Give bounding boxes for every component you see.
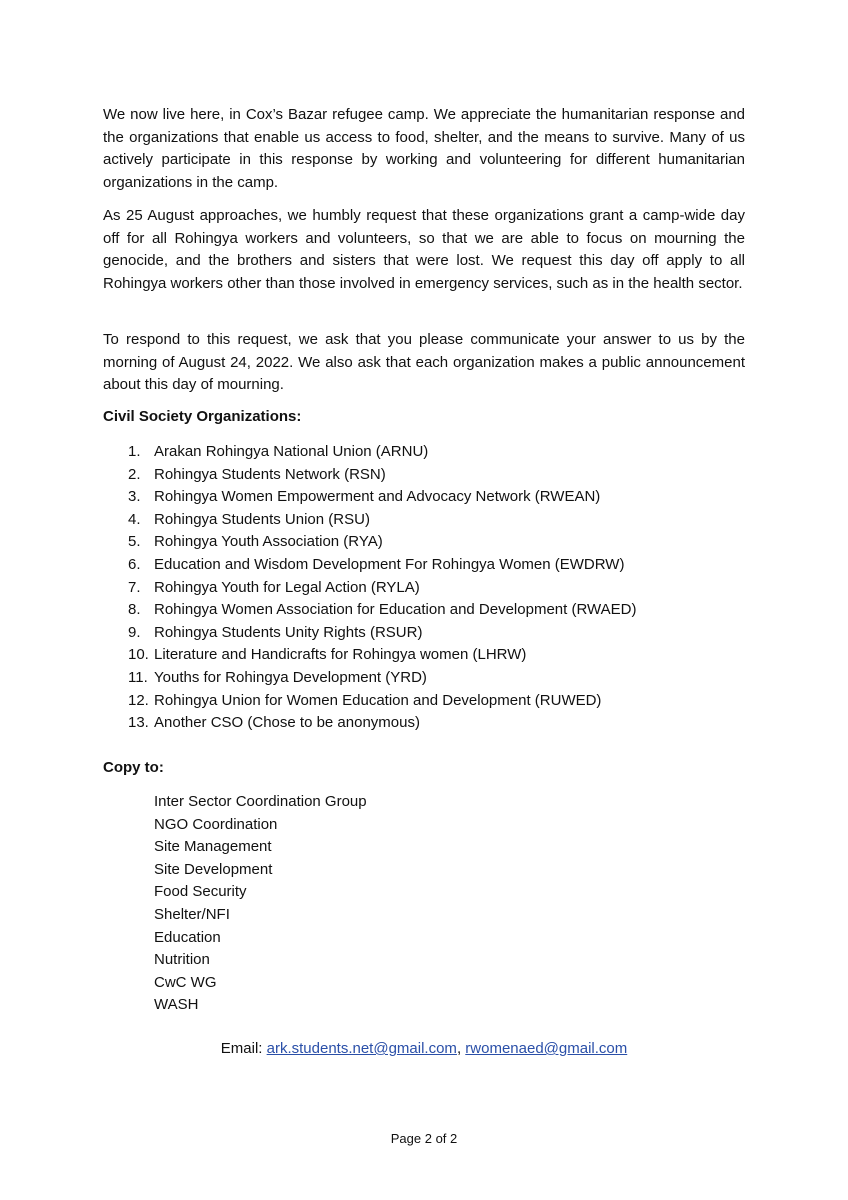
list-item: 11. Youths for Rohingya Development (YRD) bbox=[128, 668, 427, 686]
list-item: 1. Arakan Rohingya National Union (ARNU) bbox=[128, 443, 429, 460]
list-item: Shelter/NFI bbox=[154, 905, 230, 923]
list-item: 10. Literature and Handicrafts for Rohingya women (LHRW) bbox=[128, 646, 527, 664]
list-item: 8. Rohingya Women Association for Education and Development (RWAED) bbox=[128, 601, 637, 619]
list-item: Inter Sector Coordination Group bbox=[154, 793, 367, 810]
list-item: 4. Rohingya Students Union (RSU) bbox=[128, 510, 370, 528]
page-number: Page 2 of 2 bbox=[390, 1131, 458, 1146]
list-item: NGO Coordination bbox=[154, 815, 278, 833]
list-item: 9. Rohingya Students Unity Rights (RSUR) bbox=[128, 623, 423, 641]
paragraph-camp-life: We now live here, in Cox’s Bazar refugee camp. We appreciate the humanitarian response and the organizations that enable us access to food, shelter, and the means to survive. Many of us actively participate in this response by working and volunteering for different humanitarian organizations in the camp. bbox=[103, 106, 745, 191]
cso-heading: Civil Society Organizations: bbox=[103, 408, 302, 425]
email-link-ark-students[interactable]: ark.students.net@gmail.com bbox=[266, 1040, 457, 1057]
list-item: 13. Another CSO (Chose to be anonymous) bbox=[128, 714, 420, 732]
contact-email-line bbox=[0, 1040, 848, 1057]
list-item: 2. Rohingya Students Network (RSN) bbox=[128, 465, 386, 483]
list-item: 7. Rohingya Youth for Legal Action (RYLA) bbox=[128, 578, 420, 596]
paragraph-day-off-request: As 25 August approaches, we humbly request that these organizations grant a camp-wide day off for all Rohingya workers and volunteers, so that we are able to focus on mourning the genocide, and the brothers and sisters that were lost. We request this day off apply to all Rohingya workers other than those involved in emergency services, such as in the health sector. bbox=[103, 207, 745, 292]
email-label: Email: bbox=[220, 1040, 263, 1057]
paragraph-response-request: To respond to this request, we ask that you please communicate your answer to us by the morning of August 24, 2022. We also ask that each organization makes a public announcement about this day of mourning. bbox=[103, 331, 745, 394]
email-link-rwomenaed[interactable]: rwomenaed@gmail.com bbox=[465, 1040, 628, 1057]
list-item: Nutrition bbox=[154, 951, 210, 969]
copy-to-list bbox=[154, 791, 367, 1017]
list-item: Food Security bbox=[154, 883, 247, 901]
cso-list bbox=[128, 441, 636, 735]
list-item: CwC WG bbox=[154, 973, 217, 991]
copy-to-heading: Copy to: bbox=[103, 759, 164, 776]
list-item: Education bbox=[154, 928, 221, 946]
list-item: 12. Rohingya Union for Women Education and Development (RUWED) bbox=[128, 691, 602, 709]
list-item: 5. Rohingya Youth Association (RYA) bbox=[128, 533, 383, 551]
list-item: Site Management bbox=[154, 838, 272, 856]
list-item: Site Development bbox=[154, 860, 273, 878]
list-item: WASH bbox=[154, 996, 199, 1014]
list-item: 6. Education and Wisdom Development For Rohingya Women (EWDRW) bbox=[128, 555, 625, 573]
email-separator: , bbox=[456, 1040, 462, 1057]
list-item: 3. Rohingya Women Empowerment and Advocacy Network (RWEAN) bbox=[128, 488, 601, 506]
